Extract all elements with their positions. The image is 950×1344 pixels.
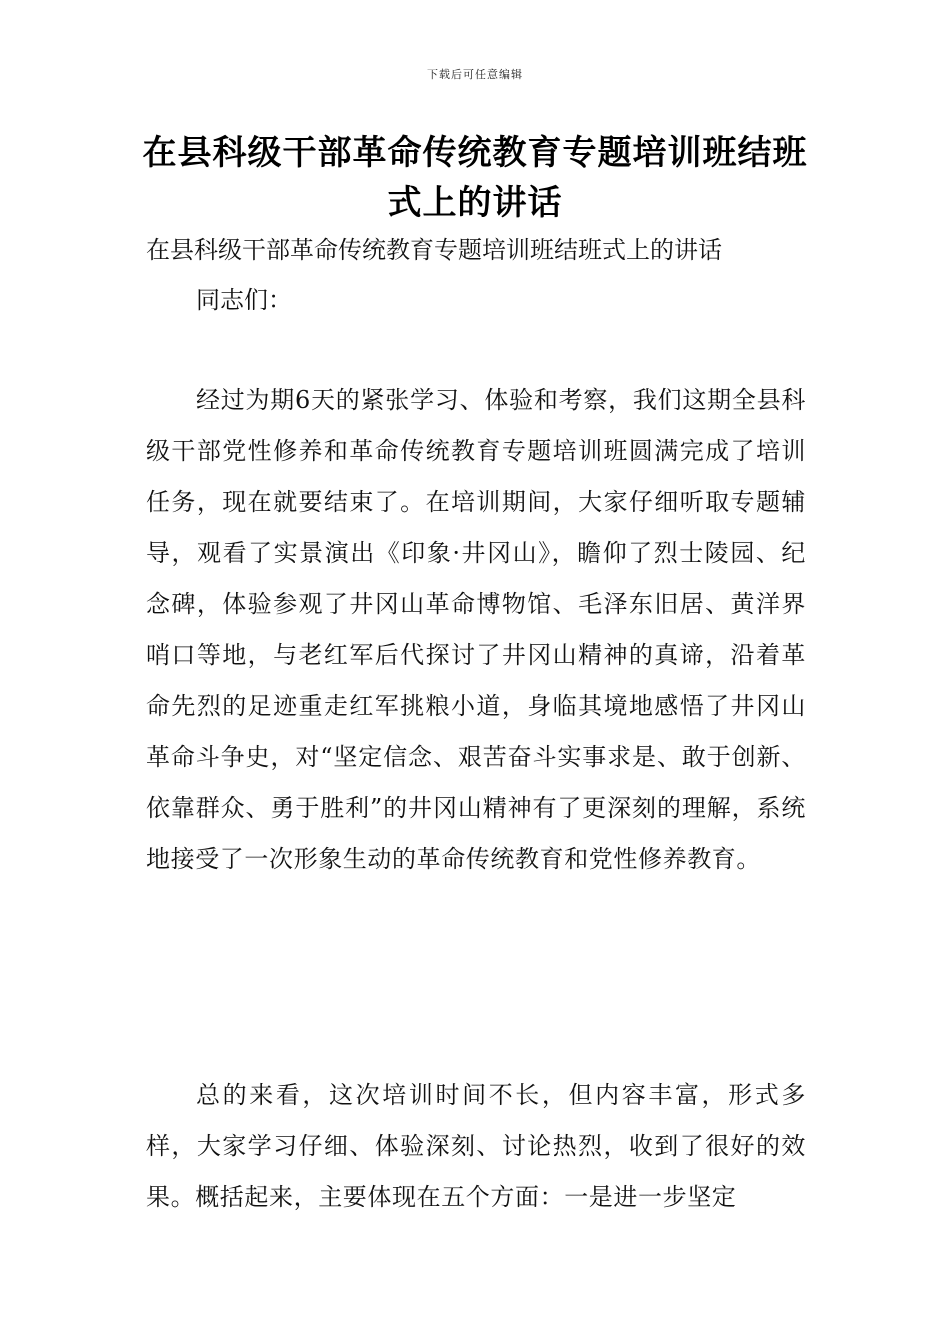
document-subtitle: 在县科级干部革命传统教育专题培训班结班式上的讲话 [146,236,722,264]
document-title: 在县科级干部革命传统教育专题培训班结班式上的讲话 [142,133,808,223]
salutation: 同志们： [196,286,292,314]
header-note: 下载后可任意编辑 [427,68,523,81]
body-paragraph-2: 总的来看，这次培训时间不长，但内容丰富，形式多样，大家学习仔细、体验深刻、讨论热烈，收到了很好的效果。概括起来，主要体现在五个方面：一是进一步坚定 [146,1081,806,1211]
body-paragraph-1: 经过为期6天的紧张学习、体验和考察，我们这期全县科级干部党性修养和革命传统教育专题培训班圆满完成了培训任务，现在就要结束了。在培训期间，大家仔细听取专题辅导，观看了实景演出《印象·井冈山》，瞻仰了烈士陵园、纪念碑，体验参观了井冈山革命博物馆、毛泽东旧居、黄洋界哨口等地，与老红军后代探讨了井冈山精神的真谛，沿着革命先烈的足迹重走红军挑粮小道，身临其境地感悟了井冈山革命斗争史，对“坚定信念、艰苦奋斗实事求是、敢于创新、依靠群众、勇于胜利”的井冈山精神有了更深刻的理解，系统地接受了一次形象生动的革命传统教育和党性修养教育。 [146,386,806,873]
